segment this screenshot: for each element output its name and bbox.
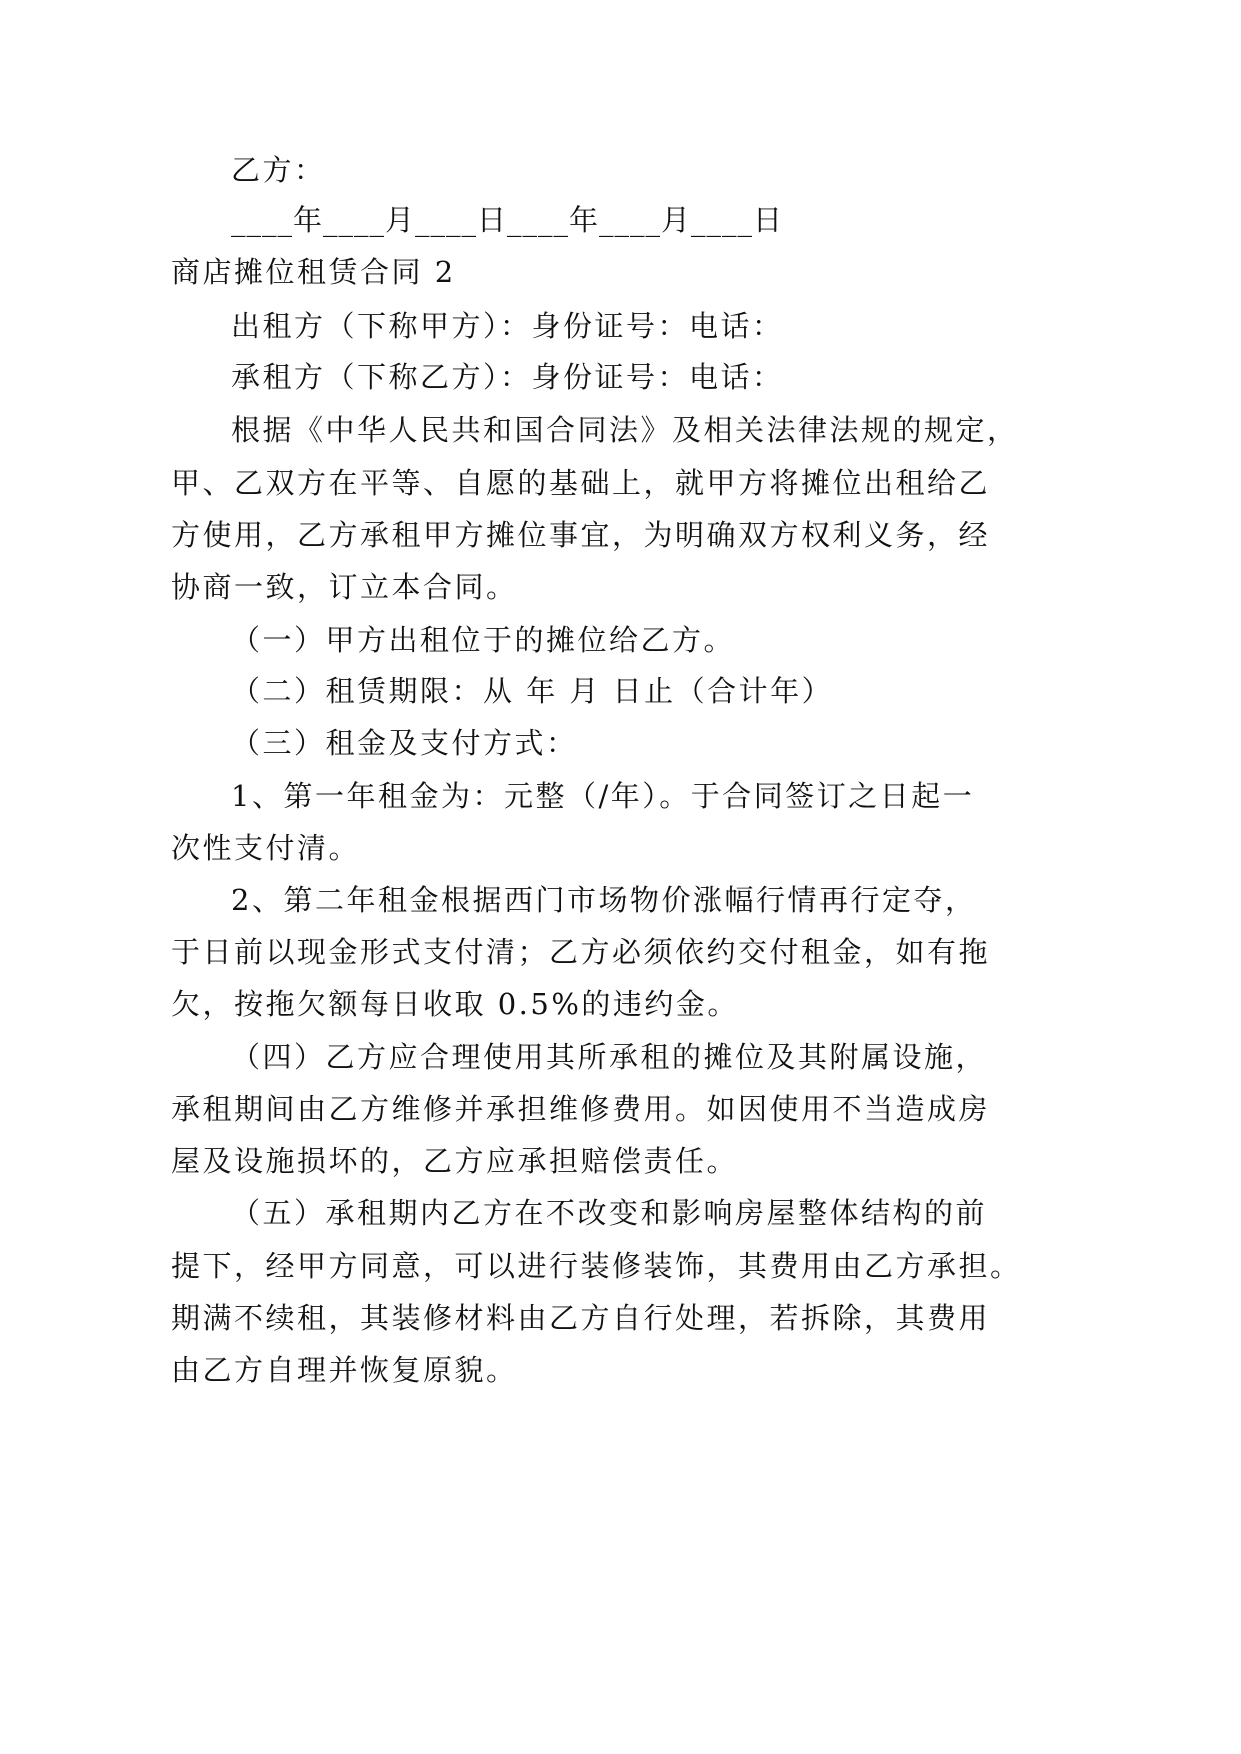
payment-1-line-1: 1、第一年租金为：元整（/年）。于合同签订之日起一 xyxy=(231,779,975,813)
clause-5-line-4: 由乙方自理并恢复原貌。 xyxy=(171,1353,518,1387)
preamble-line-1: 根据《中华人民共和国合同法》及相关法律法规的规定， xyxy=(231,413,1019,447)
clause-5-line-1: （五）承租期内乙方在不改变和影响房屋整体结构的前 xyxy=(231,1196,988,1230)
preamble-line-2: 甲、乙双方在平等、自愿的基础上，就甲方将摊位出租给乙 xyxy=(171,466,991,500)
party-b-signature: 乙方： xyxy=(231,153,326,187)
payment-1-line-2: 次性支付清。 xyxy=(171,831,361,865)
clause-1: （一）甲方出租位于的摊位给乙方。 xyxy=(231,623,736,657)
lessor-line: 出租方（下称甲方）：身份证号：电话： xyxy=(231,309,784,343)
clause-4-line-3: 屋及设施损坏的，乙方应承担赔偿责任。 xyxy=(171,1144,739,1178)
preamble-line-3: 方使用，乙方承租甲方摊位事宜，为明确双方权利义务，经 xyxy=(171,518,991,552)
payment-2-line-3: 欠，按拖欠额每日收取 0.5%的违约金。 xyxy=(171,987,739,1021)
clause-4-line-2: 承租期间由乙方维修并承担维修费用。如因使用不当造成房 xyxy=(171,1092,991,1126)
payment-2-line-2: 于日前以现金形式支付清；乙方必须依约交付租金，如有拖 xyxy=(171,935,991,969)
clause-2: （二）租赁期限：从 年 月 日止（合计年） xyxy=(231,674,834,708)
payment-2-line-1: 2、第二年租金根据西门市场物价涨幅行情再行定夺， xyxy=(231,883,977,917)
clause-4-line-1: （四）乙方应合理使用其所承租的摊位及其附属设施， xyxy=(231,1040,988,1074)
date-line: ____年____月____日____年____月____日 xyxy=(231,203,784,237)
clause-3: （三）租金及支付方式： xyxy=(231,726,578,760)
contract-title: 商店摊位租赁合同 2 xyxy=(171,255,456,289)
clause-5-line-2: 提下，经甲方同意，可以进行装修装饰，其费用由乙方承担。 xyxy=(171,1249,1022,1283)
preamble-line-4: 协商一致，订立本合同。 xyxy=(171,570,518,604)
lessee-line: 承租方（下称乙方）：身份证号：电话： xyxy=(231,360,784,394)
clause-5-line-3: 期满不续租，其装修材料由乙方自行处理，若拆除，其费用 xyxy=(171,1301,991,1335)
